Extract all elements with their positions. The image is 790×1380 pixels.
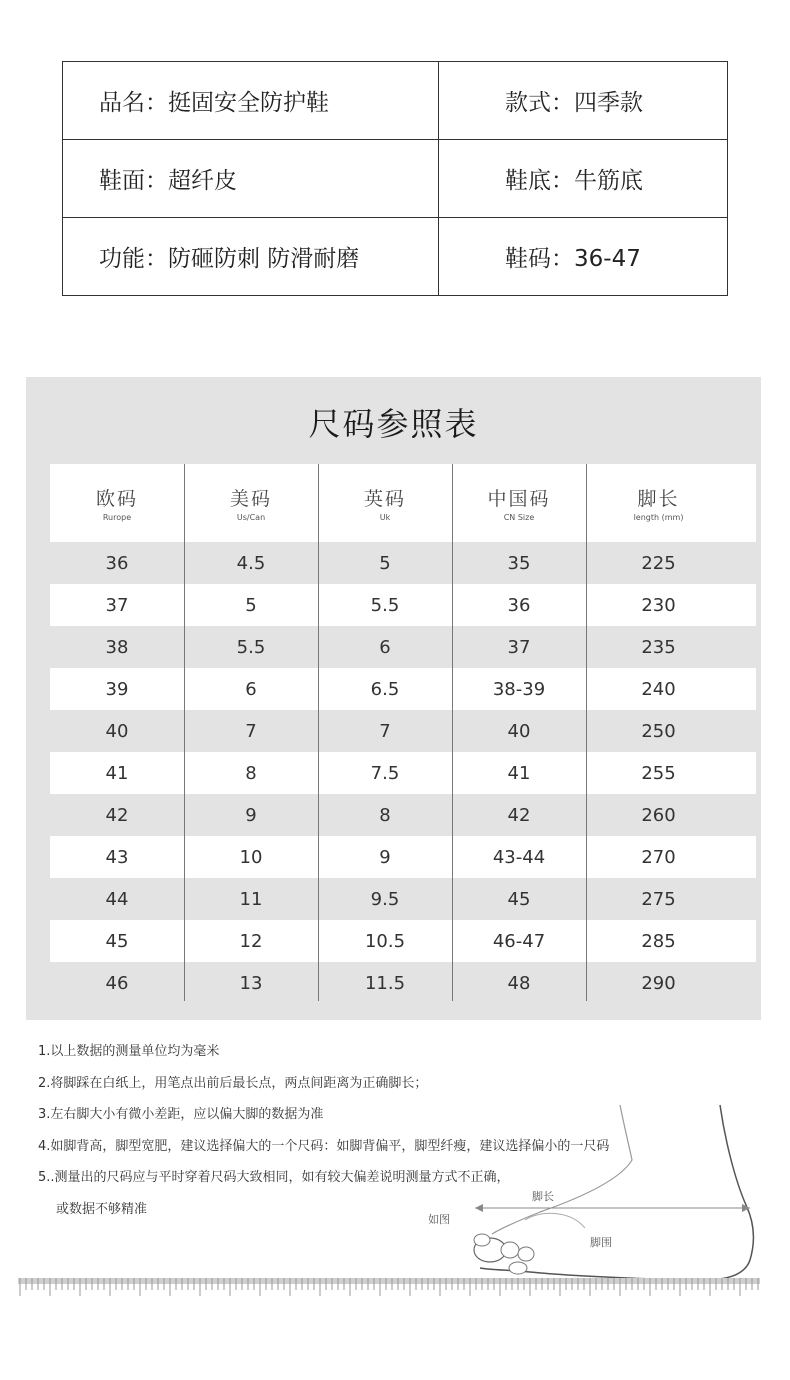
table-cell: 38 (105, 636, 129, 658)
table-cell: 230 (641, 594, 676, 616)
header-label: 中国码 (487, 488, 551, 510)
ruler-graphic (18, 1278, 760, 1300)
table-cell: 8 (245, 762, 257, 784)
table-cell: 9 (245, 804, 257, 826)
column-divider (184, 464, 185, 1001)
spec-cell-left: 鞋面：超纤皮 (63, 140, 439, 218)
table-cell: 6 (245, 678, 257, 700)
table-row (50, 878, 756, 920)
table-row (50, 584, 756, 626)
note-1: 1.以上数据的测量单位均为毫米 (38, 1044, 220, 1059)
table-cell: 10 (239, 846, 263, 868)
table-cell: 11 (239, 888, 263, 910)
table-cell: 36 (105, 552, 129, 574)
spec-row (63, 218, 728, 296)
table-cell: 240 (641, 678, 676, 700)
header-cell (318, 464, 452, 542)
table-row (50, 710, 756, 752)
note-3: 3.左右脚大小有微小差距，应以偏大脚的数据为准 (38, 1107, 324, 1122)
table-cell: 285 (641, 930, 676, 952)
table-cell: 260 (641, 804, 676, 826)
table-cell: 44 (105, 888, 129, 910)
table-cell: 37 (105, 594, 129, 616)
table-row (50, 962, 756, 1004)
table-row (50, 920, 756, 962)
header-sublabel: Rurope (102, 513, 132, 522)
table-row (50, 668, 756, 710)
table-cell: 9 (379, 846, 391, 868)
column-divider (318, 464, 319, 1001)
table-cell: 275 (641, 888, 676, 910)
header-sublabel: Us/Can (236, 513, 266, 522)
header-label: 欧码 (95, 488, 138, 510)
column-divider (452, 464, 453, 1001)
table-cell: 5.5 (236, 636, 266, 658)
spec-cell-right: 款式：四季款 (439, 62, 728, 140)
table-cell: 270 (641, 846, 676, 868)
table-row (50, 626, 756, 668)
table-cell: 45 (507, 888, 531, 910)
table-cell: 42 (507, 804, 531, 826)
spec-row (63, 62, 728, 140)
as-shown-label: 如图 (428, 1213, 450, 1226)
table-cell: 11.5 (364, 972, 406, 994)
table-cell: 225 (641, 552, 676, 574)
table-cell: 7.5 (370, 762, 400, 784)
note-5: 5..测量出的尺码应与平时穿着尺码大致相同，如有较大偏差说明测量方式不正确， (38, 1170, 510, 1185)
table-cell: 37 (507, 636, 531, 658)
header-cell (184, 464, 318, 542)
product-spec-table (62, 61, 728, 296)
table-row (50, 794, 756, 836)
table-cell: 5.5 (370, 594, 400, 616)
table-cell: 235 (641, 636, 676, 658)
spec-row (63, 140, 728, 218)
header-label: 脚长 (637, 488, 680, 510)
table-cell: 43 (105, 846, 129, 868)
table-cell: 46-47 (492, 930, 546, 952)
spec-cell-left: 功能：防砸防刺 防滑耐磨 (63, 218, 439, 296)
size-chart-header (50, 464, 756, 542)
header-sublabel: Uk (379, 513, 391, 522)
table-cell: 7 (245, 720, 257, 742)
column-divider (586, 464, 587, 1001)
foot-measurement-diagram (420, 1100, 780, 1290)
table-cell: 40 (105, 720, 129, 742)
header-label: 英码 (363, 488, 406, 510)
table-row (50, 752, 756, 794)
table-cell: 5 (379, 552, 391, 574)
table-cell: 250 (641, 720, 676, 742)
table-cell: 46 (105, 972, 129, 994)
table-row (50, 542, 756, 584)
size-chart-title: 尺码参照表 (308, 405, 479, 443)
header-sublabel: CN Size (503, 513, 535, 522)
table-cell: 12 (239, 930, 263, 952)
table-cell: 36 (507, 594, 531, 616)
table-cell: 255 (641, 762, 676, 784)
table-cell: 5 (245, 594, 257, 616)
size-chart-grid (50, 464, 756, 1004)
spec-cell-right: 鞋码：36-47 (439, 218, 728, 296)
table-row (50, 836, 756, 878)
header-cell (50, 464, 184, 542)
table-cell: 6.5 (370, 678, 400, 700)
header-cell (586, 464, 731, 542)
table-cell: 45 (105, 930, 129, 952)
foot-length-label: 脚长 (532, 1190, 554, 1203)
table-cell: 38-39 (492, 678, 546, 700)
table-cell: 8 (379, 804, 391, 826)
size-chart-panel (26, 377, 761, 1020)
table-cell: 39 (105, 678, 129, 700)
table-cell: 290 (641, 972, 676, 994)
note-5-continued: 或数据不够精准 (56, 1202, 148, 1217)
header-sublabel: length (mm) (633, 513, 684, 522)
header-label: 美码 (229, 488, 272, 510)
table-cell: 9.5 (370, 888, 400, 910)
table-cell: 13 (239, 972, 263, 994)
table-cell: 4.5 (236, 552, 266, 574)
table-cell: 42 (105, 804, 129, 826)
spec-cell-left: 品名：挺固安全防护鞋 (63, 62, 439, 140)
spec-cell-right: 鞋底：牛筋底 (439, 140, 728, 218)
table-cell: 41 (105, 762, 129, 784)
table-cell: 6 (379, 636, 391, 658)
table-cell: 40 (507, 720, 531, 742)
table-cell: 10.5 (364, 930, 406, 952)
note-4: 4.如脚背高，脚型宽肥，建议选择偏大的一个尺码：如脚背偏平，脚型纤瘦，建议选择偏小的一尺码 (38, 1139, 610, 1154)
header-cell (452, 464, 586, 542)
foot-girth-label: 脚围 (590, 1236, 612, 1249)
table-cell: 48 (507, 972, 531, 994)
table-cell: 7 (379, 720, 391, 742)
table-cell: 41 (507, 762, 531, 784)
note-2: 2.将脚踩在白纸上，用笔点出前后最长点，两点间距离为正确脚长； (38, 1076, 428, 1091)
table-cell: 35 (507, 552, 531, 574)
table-cell: 43-44 (492, 846, 546, 868)
